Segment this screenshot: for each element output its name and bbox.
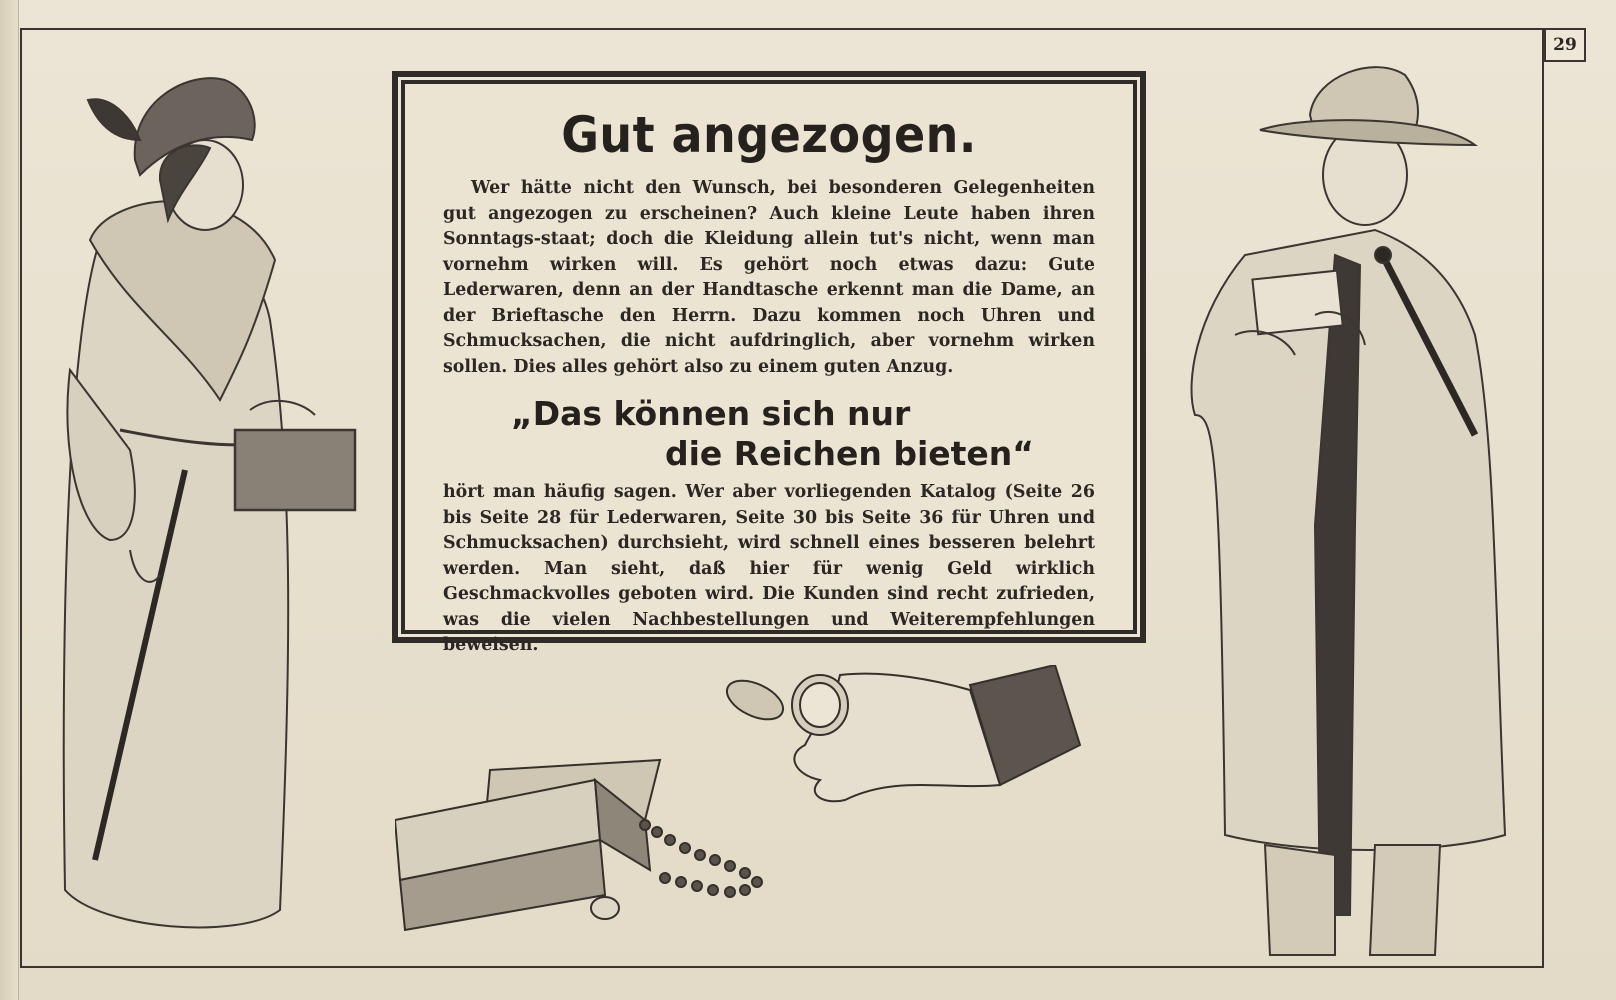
advertisement-paragraph-2: hört man häufig sagen. Wer aber vorliegenden Katalog (Seite 26 bis Seite 28 für Lederwaren, Seite 30 bis Seite 36 für Uhren und Schmucksachen) durchsieht, wird schnell eines besseren belehrt werden. Man sieht, daß hier für wenig Geld wirklich Geschmackvolles geboten wird. Die Kunden sind recht zufrieden, was die vielen Nachbestellungen und Weiterempfehlungen beweisen.	[443, 482, 1095, 655]
paragraph-1-text: Wer hätte nicht den Wunsch, bei besonderen Gelegenheiten gut angezogen zu erscheinen? Auch kleine Leute haben ihren Sonntags-staat; doch die Kleidung allein tut's nicht, wenn man vornehm wirken will. Es gehört noch etwas dazu: Gute Lederwaren, denn an der Handtasche erkennt man die Dame, an der Brieftasche den Herrn. Dazu kommen noch Uhren und Schmucksachen, die nicht aufdringlich, aber vornehm wirken sollen. Dies alles gehört also zu einem guten Anzug.	[443, 178, 1095, 377]
advertisement-paragraph-1	[443, 176, 1095, 380]
page-number: 29	[1544, 28, 1586, 62]
man-illustration	[1175, 55, 1555, 975]
page-gutter-strip	[0, 0, 19, 1000]
hand-with-pocket-watch-illustration	[725, 665, 1085, 850]
advertisement-box	[392, 71, 1146, 655]
quote-line-2: die Reichen bieten“	[665, 434, 1034, 473]
advertisement-content	[404, 83, 1134, 655]
woman-illustration	[40, 70, 380, 975]
advertisement-frame	[398, 77, 1140, 655]
advertisement-quote	[443, 394, 1095, 474]
quote-line-1: „Das können sich nur	[511, 394, 911, 433]
advertisement-title: Gut angezogen.	[561, 106, 977, 164]
